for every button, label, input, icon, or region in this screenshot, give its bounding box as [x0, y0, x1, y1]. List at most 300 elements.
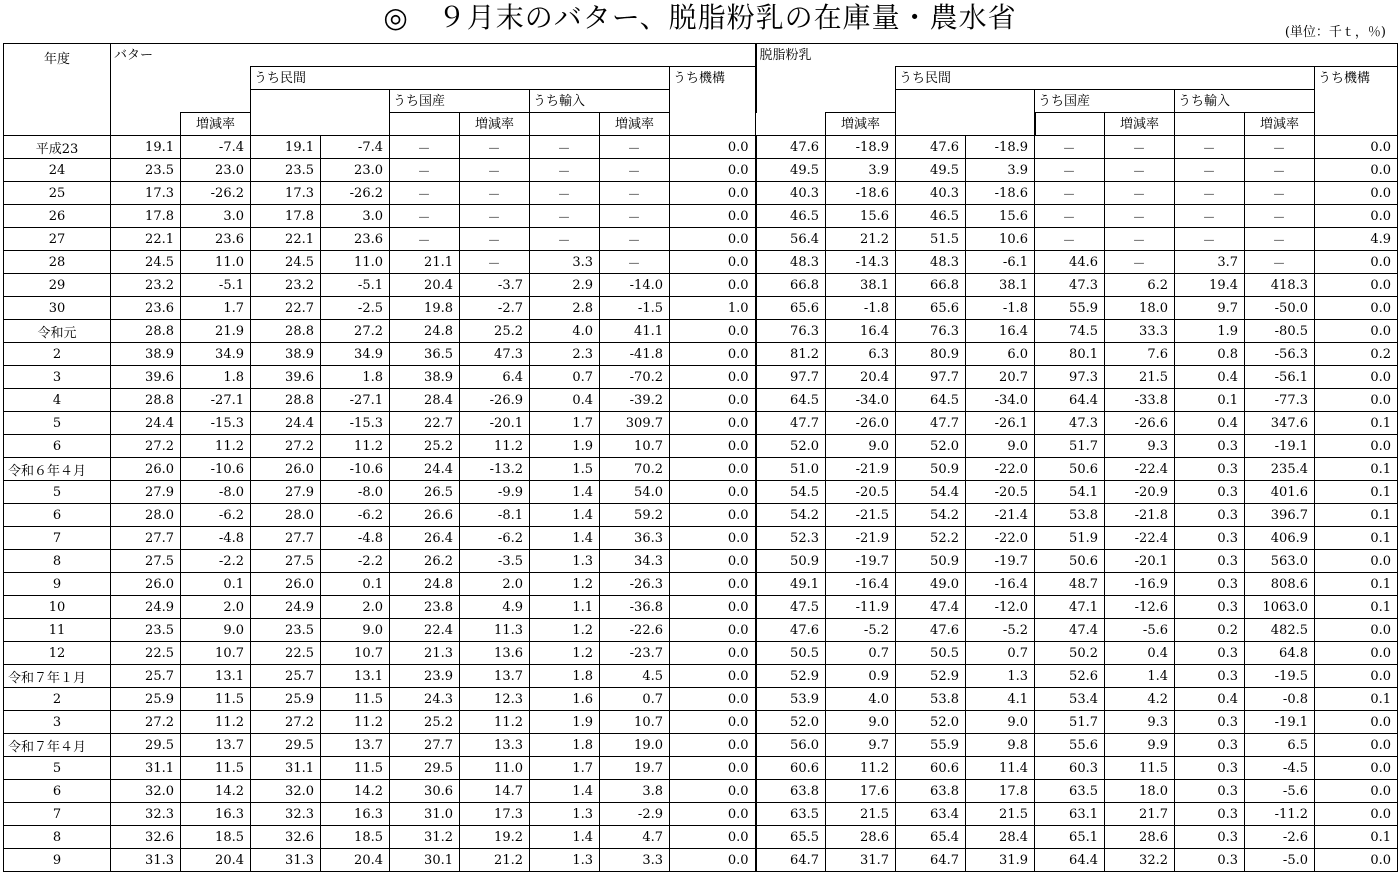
table-cell: 25.9	[251, 688, 321, 711]
table-row	[4, 711, 1398, 734]
table-cell: 28.0	[251, 504, 321, 527]
table-cell: 28.8	[251, 389, 321, 412]
table-cell: 2.0	[321, 596, 390, 619]
table-cell: 40.3	[756, 182, 826, 205]
table-cell: 1.3	[530, 550, 600, 573]
table-cell: 9.7	[826, 734, 896, 757]
table-cell: －	[600, 228, 670, 251]
table-cell: －	[390, 182, 460, 205]
table-row	[4, 159, 1398, 182]
table-cell: -2.5	[321, 297, 390, 320]
table-cell: -50.0	[1245, 297, 1315, 320]
table-cell: 21.2	[460, 849, 530, 872]
table-row	[4, 734, 1398, 757]
table-cell: 14.2	[321, 780, 390, 803]
table-row	[4, 688, 1398, 711]
table-cell: 27.2	[251, 435, 321, 458]
table-cell: 11.3	[460, 619, 530, 642]
table-cell: 15.6	[826, 205, 896, 228]
row-label: 令和元	[4, 320, 111, 343]
table-cell: 9.0	[826, 711, 896, 734]
table-cell: 18.5	[181, 826, 251, 849]
table-cell: 27.2	[321, 320, 390, 343]
table-cell: 347.6	[1245, 412, 1315, 435]
table-cell: 0.0	[670, 803, 756, 826]
table-cell: 1.4	[530, 504, 600, 527]
table-cell: -77.3	[1245, 389, 1315, 412]
table-cell: 13.7	[460, 665, 530, 688]
table-cell: -3.7	[460, 274, 530, 297]
table-cell: -7.4	[181, 136, 251, 159]
table-row	[4, 136, 1398, 159]
table-cell: 32.0	[111, 780, 181, 803]
table-cell: 56.4	[756, 228, 826, 251]
table-cell: －	[1245, 228, 1315, 251]
table-cell: 4.9	[460, 596, 530, 619]
table-cell: 0.0	[1315, 780, 1398, 803]
table-cell: 19.8	[390, 297, 460, 320]
table-cell: 38.9	[251, 343, 321, 366]
table-cell: 49.5	[756, 159, 826, 182]
row-label: 3	[4, 711, 111, 734]
table-cell: 27.7	[251, 527, 321, 550]
table-cell: 32.3	[111, 803, 181, 826]
table-cell: －	[600, 205, 670, 228]
page-title: ◎ ９月末のバター、脱脂粉乳の在庫量・農水省	[383, 1, 1017, 34]
table-cell: 23.8	[390, 596, 460, 619]
table-cell: 63.8	[896, 780, 966, 803]
table-cell: 52.3	[756, 527, 826, 550]
header-rate: 増減率	[181, 113, 251, 136]
table-cell: 11.5	[181, 757, 251, 780]
table-cell: 9.0	[826, 435, 896, 458]
table-cell: -1.8	[966, 297, 1035, 320]
header-butter-total-blank	[111, 67, 251, 113]
row-label: 25	[4, 182, 111, 205]
table-cell: 65.5	[756, 826, 826, 849]
table-cell: 3.3	[530, 251, 600, 274]
table-cell: -36.8	[600, 596, 670, 619]
table-cell: -20.5	[966, 481, 1035, 504]
table-cell: 10.7	[181, 642, 251, 665]
table-cell: 47.6	[896, 619, 966, 642]
table-cell: 9.0	[966, 435, 1035, 458]
table-cell: 0.3	[1175, 504, 1245, 527]
table-cell: 1.3	[530, 803, 600, 826]
table-cell: 0.3	[1175, 527, 1245, 550]
table-cell: 0.0	[670, 550, 756, 573]
table-row	[4, 826, 1398, 849]
table-cell: 48.3	[756, 251, 826, 274]
table-cell: -9.9	[460, 481, 530, 504]
table-cell: 23.5	[251, 159, 321, 182]
table-cell: 0.1	[1315, 527, 1398, 550]
table-cell: 50.9	[756, 550, 826, 573]
table-cell: 28.0	[111, 504, 181, 527]
table-cell: 32.3	[251, 803, 321, 826]
table-cell: 25.7	[111, 665, 181, 688]
table-cell: 26.2	[390, 550, 460, 573]
table-row	[4, 780, 1398, 803]
table-cell: 482.5	[1245, 619, 1315, 642]
table-cell: 0.7	[966, 642, 1035, 665]
header-skim-private-blank	[896, 90, 1035, 136]
table-cell: －	[460, 228, 530, 251]
table-cell: 0.1	[181, 573, 251, 596]
table-cell: 28.8	[251, 320, 321, 343]
table-cell: -13.2	[460, 458, 530, 481]
table-cell: 406.9	[1245, 527, 1315, 550]
table-cell: 59.2	[600, 504, 670, 527]
table-cell: 47.6	[756, 619, 826, 642]
table-cell: －	[1175, 228, 1245, 251]
table-cell: 52.0	[896, 711, 966, 734]
table-cell: 0.0	[670, 320, 756, 343]
table-cell: 38.1	[826, 274, 896, 297]
table-cell: 4.0	[826, 688, 896, 711]
table-cell: －	[1245, 136, 1315, 159]
table-cell: -18.6	[966, 182, 1035, 205]
table-cell: -26.1	[966, 412, 1035, 435]
table-cell: 51.0	[756, 458, 826, 481]
table-cell: 41.1	[600, 320, 670, 343]
table-cell: 1.5	[530, 458, 600, 481]
table-row	[4, 274, 1398, 297]
table-cell: -5.0	[1245, 849, 1315, 872]
table-cell: －	[460, 159, 530, 182]
table-cell: 0.0	[670, 596, 756, 619]
table-cell: 1.9	[1175, 320, 1245, 343]
table-cell: 28.6	[1105, 826, 1175, 849]
table-cell: 0.9	[826, 665, 896, 688]
table-cell: -21.9	[826, 458, 896, 481]
table-cell: 26.6	[390, 504, 460, 527]
table-cell: 65.6	[896, 297, 966, 320]
table-cell: 0.4	[1175, 688, 1245, 711]
table-row	[4, 228, 1398, 251]
table-cell: 53.9	[756, 688, 826, 711]
table-cell: 28.6	[826, 826, 896, 849]
table-cell: -4.8	[321, 527, 390, 550]
table-cell: －	[460, 205, 530, 228]
table-cell: 0.0	[670, 412, 756, 435]
table-cell: 11.5	[321, 757, 390, 780]
table-cell: 50.9	[896, 458, 966, 481]
row-label: 24	[4, 159, 111, 182]
table-cell: 0.1	[1315, 412, 1398, 435]
table-cell: 0.3	[1175, 780, 1245, 803]
table-cell: 17.8	[966, 780, 1035, 803]
table-cell: 24.8	[390, 320, 460, 343]
table-cell: 49.1	[756, 573, 826, 596]
table-cell: 80.9	[896, 343, 966, 366]
table-cell: 1.8	[530, 665, 600, 688]
table-cell: 0.0	[670, 826, 756, 849]
table-cell: －	[1105, 159, 1175, 182]
table-cell: 52.9	[896, 665, 966, 688]
table-cell: 80.1	[1035, 343, 1105, 366]
table-cell: 11.2	[826, 757, 896, 780]
table-cell: -3.5	[460, 550, 530, 573]
table-cell: 2.0	[181, 596, 251, 619]
table-cell: 17.3	[251, 182, 321, 205]
table-row	[4, 251, 1398, 274]
table-cell: 1.7	[530, 757, 600, 780]
table-cell: 26.0	[111, 458, 181, 481]
table-row	[4, 619, 1398, 642]
table-cell: 11.0	[321, 251, 390, 274]
table-row	[4, 527, 1398, 550]
row-label: 6	[4, 504, 111, 527]
table-cell: 2.0	[460, 573, 530, 596]
table-cell: 0.0	[1315, 274, 1398, 297]
table-cell: 51.7	[1035, 435, 1105, 458]
table-cell: -0.8	[1245, 688, 1315, 711]
table-cell: －	[1245, 251, 1315, 274]
table-cell: 23.5	[251, 619, 321, 642]
table-cell: 15.6	[966, 205, 1035, 228]
table-cell: -12.0	[966, 596, 1035, 619]
table-cell: 0.0	[670, 435, 756, 458]
table-cell: －	[530, 136, 600, 159]
table-cell: 22.7	[390, 412, 460, 435]
header-skim-milk-powder: 脱脂粉乳	[756, 44, 1398, 67]
table-cell: 1.9	[530, 711, 600, 734]
table-cell: 1.8	[321, 366, 390, 389]
table-cell: 0.3	[1175, 849, 1245, 872]
table-row	[4, 366, 1398, 389]
table-cell: －	[1105, 251, 1175, 274]
table-cell: 6.3	[826, 343, 896, 366]
table-cell: 55.9	[1035, 297, 1105, 320]
table-cell: -22.4	[1105, 458, 1175, 481]
table-cell: 0.3	[1175, 757, 1245, 780]
table-cell: -56.3	[1245, 343, 1315, 366]
table-cell: 0.1	[1315, 573, 1398, 596]
table-cell: 13.1	[321, 665, 390, 688]
table-cell: 47.4	[1035, 619, 1105, 642]
table-cell: 13.7	[181, 734, 251, 757]
table-cell: 0.0	[670, 366, 756, 389]
table-cell: －	[390, 136, 460, 159]
table-cell: 0.0	[1315, 389, 1398, 412]
table-cell: －	[1105, 182, 1175, 205]
header-butter-domestic: うち国産	[390, 90, 530, 113]
table-cell: 20.4	[390, 274, 460, 297]
table-cell: 21.5	[1105, 366, 1175, 389]
row-label: 30	[4, 297, 111, 320]
row-label: 4	[4, 389, 111, 412]
table-cell: 25.7	[251, 665, 321, 688]
table-cell: -2.9	[600, 803, 670, 826]
table-cell: 23.0	[321, 159, 390, 182]
table-cell: 27.2	[251, 711, 321, 734]
table-cell: -5.1	[181, 274, 251, 297]
table-cell: 0.3	[1175, 803, 1245, 826]
table-cell: 25.2	[390, 435, 460, 458]
table-cell: 0.7	[530, 366, 600, 389]
table-cell: 36.5	[390, 343, 460, 366]
table-cell: 47.7	[896, 412, 966, 435]
row-label: 7	[4, 527, 111, 550]
table-cell: 0.0	[670, 734, 756, 757]
table-cell: 50.6	[1035, 458, 1105, 481]
table-row	[4, 297, 1398, 320]
table-cell: 0.0	[670, 458, 756, 481]
table-cell: 24.5	[111, 251, 181, 274]
table-cell: 65.6	[756, 297, 826, 320]
table-cell: 48.7	[1035, 573, 1105, 596]
header-rate: 増減率	[1105, 113, 1175, 136]
table-cell: 60.6	[896, 757, 966, 780]
table-cell: 2.9	[530, 274, 600, 297]
table-cell: -19.5	[1245, 665, 1315, 688]
table-cell: 76.3	[756, 320, 826, 343]
table-cell: 76.3	[896, 320, 966, 343]
table-cell: 51.5	[896, 228, 966, 251]
table-row	[4, 504, 1398, 527]
table-cell: －	[1175, 205, 1245, 228]
table-cell: -15.3	[321, 412, 390, 435]
table-cell: －	[530, 159, 600, 182]
table-cell: 401.6	[1245, 481, 1315, 504]
header-butter-private-blank	[251, 90, 390, 136]
table-cell: -18.9	[826, 136, 896, 159]
table-cell: 1063.0	[1245, 596, 1315, 619]
table-cell: 81.2	[756, 343, 826, 366]
table-cell: 39.6	[111, 366, 181, 389]
table-cell: 19.7	[600, 757, 670, 780]
table-cell: -26.6	[1105, 412, 1175, 435]
row-label: 8	[4, 550, 111, 573]
table-cell: 28.4	[390, 389, 460, 412]
table-cell: 64.4	[1035, 389, 1105, 412]
table-cell: 23.5	[111, 159, 181, 182]
table-cell: 56.0	[756, 734, 826, 757]
table-cell: -56.1	[1245, 366, 1315, 389]
table-cell: 31.0	[390, 803, 460, 826]
table-cell: 0.0	[1315, 435, 1398, 458]
row-label: 3	[4, 366, 111, 389]
table-cell: 49.5	[896, 159, 966, 182]
header-butter: バター	[111, 44, 756, 67]
table-cell: 26.0	[111, 573, 181, 596]
table-cell: 54.2	[896, 504, 966, 527]
table-cell: 54.5	[756, 481, 826, 504]
table-cell: -5.2	[826, 619, 896, 642]
table-cell: 0.4	[1105, 642, 1175, 665]
table-cell: －	[1245, 205, 1315, 228]
table-cell: －	[390, 228, 460, 251]
table-cell: 18.0	[1105, 780, 1175, 803]
table-cell: 21.7	[1105, 803, 1175, 826]
table-cell: 38.1	[966, 274, 1035, 297]
table-cell: 0.0	[1315, 803, 1398, 826]
table-cell: -14.3	[826, 251, 896, 274]
table-cell: 53.8	[1035, 504, 1105, 527]
table-cell: －	[1175, 159, 1245, 182]
table-cell: 3.0	[321, 205, 390, 228]
table-cell: 63.4	[896, 803, 966, 826]
table-cell: 97.7	[756, 366, 826, 389]
table-cell: 20.4	[321, 849, 390, 872]
table-cell: -5.2	[966, 619, 1035, 642]
table-row	[4, 435, 1398, 458]
table-cell: 47.3	[1035, 274, 1105, 297]
table-cell: 11.0	[460, 757, 530, 780]
table-cell: -21.4	[966, 504, 1035, 527]
table-cell: 0.7	[826, 642, 896, 665]
table-cell: 17.8	[251, 205, 321, 228]
table-cell: 34.9	[321, 343, 390, 366]
table-cell: 9.0	[181, 619, 251, 642]
table-row	[4, 757, 1398, 780]
table-cell: 30.6	[390, 780, 460, 803]
table-cell: 0.0	[1315, 366, 1398, 389]
table-cell: 51.9	[1035, 527, 1105, 550]
table-cell: -5.6	[1245, 780, 1315, 803]
table-row	[4, 458, 1398, 481]
table-cell: 36.3	[600, 527, 670, 550]
table-cell: 38.9	[390, 366, 460, 389]
table-cell: 23.2	[251, 274, 321, 297]
table-cell: 13.6	[460, 642, 530, 665]
table-row	[4, 596, 1398, 619]
table-cell: －	[1035, 228, 1105, 251]
table-cell: -4.8	[181, 527, 251, 550]
table-cell: 16.4	[826, 320, 896, 343]
table-cell: 60.3	[1035, 757, 1105, 780]
table-cell: 0.0	[1315, 665, 1398, 688]
table-cell: 3.8	[600, 780, 670, 803]
table-cell: 4.7	[600, 826, 670, 849]
table-cell: 63.1	[1035, 803, 1105, 826]
table-row	[4, 182, 1398, 205]
table-cell: 0.0	[670, 481, 756, 504]
table-cell: 24.4	[111, 412, 181, 435]
table-row	[4, 550, 1398, 573]
table-cell: －	[1245, 182, 1315, 205]
header-skim-total-blank	[756, 67, 896, 113]
table-cell: -5.6	[1105, 619, 1175, 642]
table-cell: 1.4	[530, 481, 600, 504]
table-cell: 25.9	[111, 688, 181, 711]
table-cell: 10.7	[321, 642, 390, 665]
table-cell: 13.7	[321, 734, 390, 757]
table-row	[4, 343, 1398, 366]
table-cell: －	[460, 182, 530, 205]
table-cell: -12.6	[1105, 596, 1175, 619]
table-cell: 3.0	[181, 205, 251, 228]
table-cell: －	[390, 205, 460, 228]
table-cell: -22.4	[1105, 527, 1175, 550]
table-cell: 34.9	[181, 343, 251, 366]
table-cell: 27.7	[111, 527, 181, 550]
header-butter-private: うち民間	[251, 67, 670, 90]
table-cell: 23.6	[181, 228, 251, 251]
table-cell: －	[1035, 159, 1105, 182]
table-cell: 11.5	[181, 688, 251, 711]
table-cell: 26.0	[251, 458, 321, 481]
table-cell: -16.4	[966, 573, 1035, 596]
table-cell: 16.3	[321, 803, 390, 826]
table-cell: 21.5	[966, 803, 1035, 826]
table-cell: 63.5	[756, 803, 826, 826]
table-cell: 23.6	[321, 228, 390, 251]
table-cell: -19.1	[1245, 435, 1315, 458]
table-cell: －	[530, 228, 600, 251]
table-cell: 1.2	[530, 619, 600, 642]
